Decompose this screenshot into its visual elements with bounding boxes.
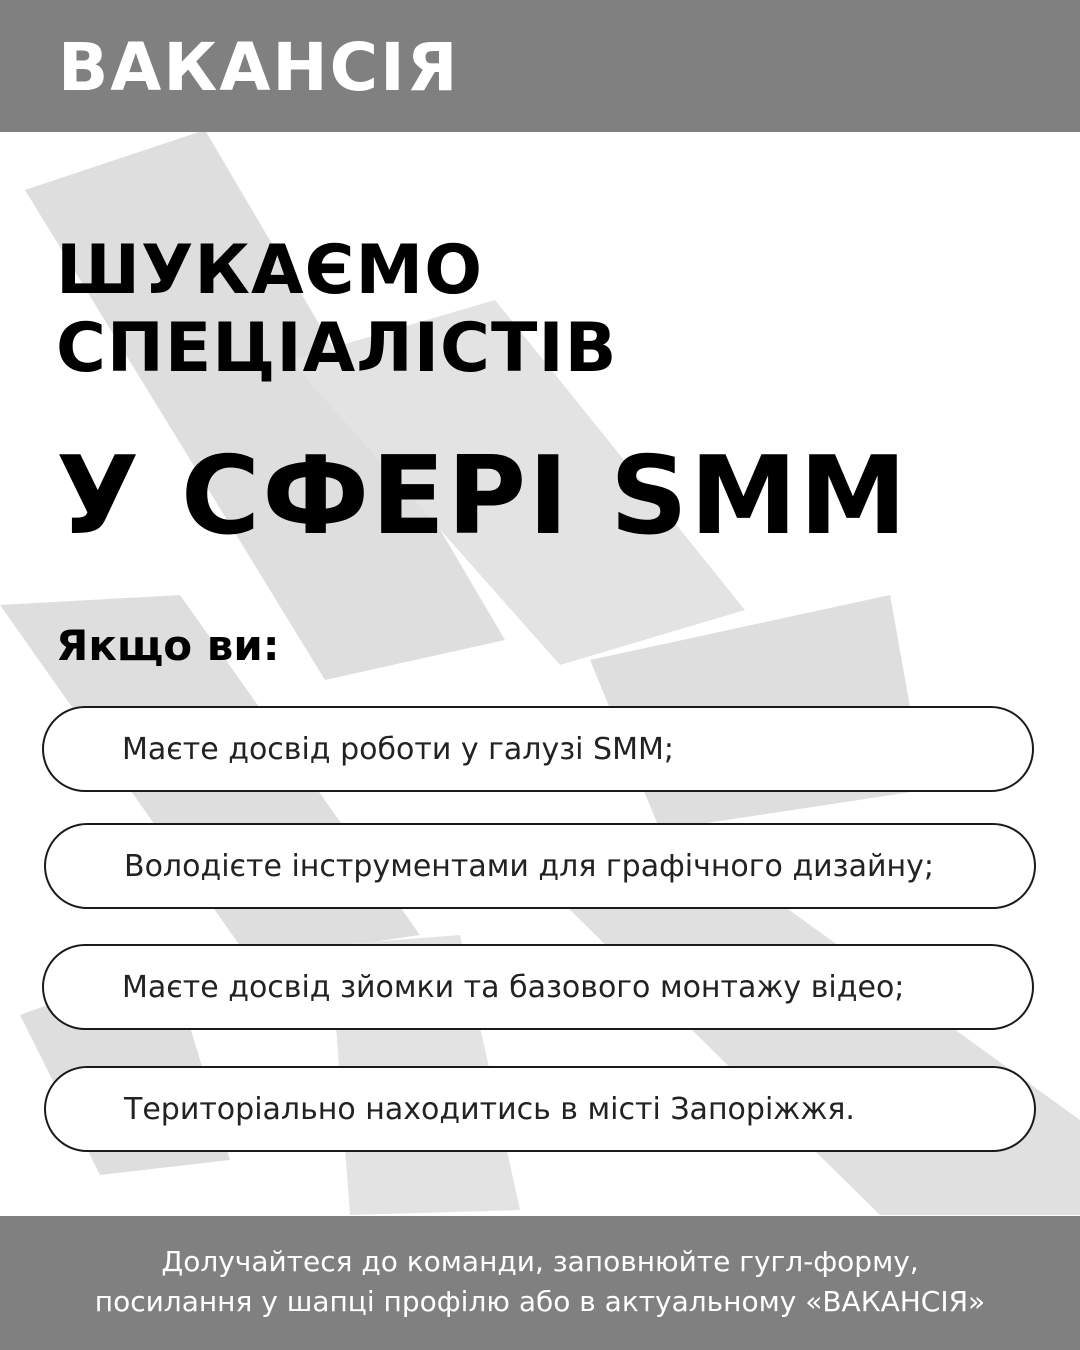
- header-title: ВАКАНСІЯ: [58, 29, 460, 106]
- footer-bar: [0, 1216, 1080, 1350]
- requirement-text: Володієте інструментами для графічного дизайну;: [124, 848, 934, 884]
- headline-line-2: СПЕЦІАЛІСТІВ: [56, 309, 618, 388]
- headline: [56, 232, 617, 388]
- bg-shape-right-diagonal: [560, 860, 1080, 1215]
- footer-text: [0, 1242, 1080, 1322]
- requirement-text: Маєте досвід зйомки та базового монтажу відео;: [122, 969, 905, 1005]
- footer-line-1: Долучайтеся до команди, заповнюйте гугл-форму,: [161, 1245, 919, 1278]
- requirement-item: [42, 706, 1034, 792]
- requirement-item: [44, 823, 1036, 909]
- requirement-item: [44, 1066, 1036, 1152]
- header-bar: [0, 0, 1080, 132]
- subhead: Якщо ви:: [56, 621, 280, 670]
- headline-smm: У СФЕРІ SMM: [56, 434, 909, 559]
- requirement-text: Територіально находитись в місті Запоріжжя.: [124, 1091, 855, 1127]
- requirement-text: Маєте досвід роботи у галузі SMM;: [122, 731, 674, 767]
- requirement-item: [42, 944, 1034, 1030]
- footer-line-2: посилання у шапці профілю або в актуальному «ВАКАНСІЯ»: [94, 1285, 986, 1318]
- headline-line-1: ШУКАЄМО: [56, 231, 484, 310]
